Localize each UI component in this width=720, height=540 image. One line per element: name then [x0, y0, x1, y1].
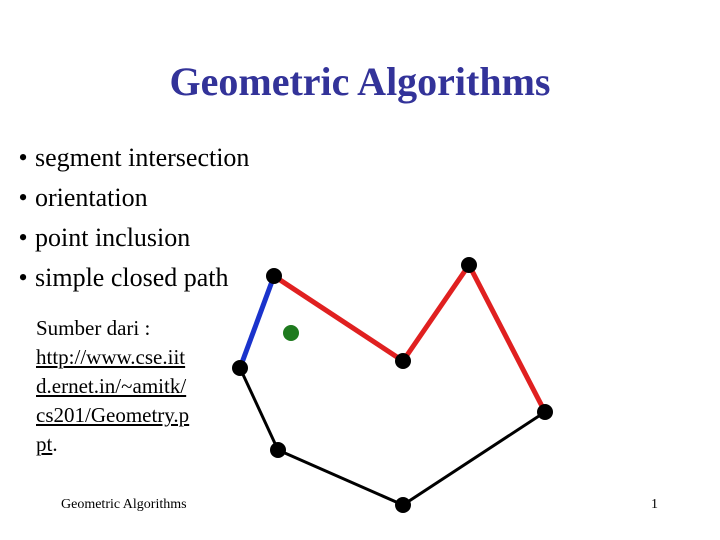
source-link-line: d.ernet.in/~amitk/	[36, 374, 187, 398]
red-edge	[469, 265, 545, 412]
slide-title: Geometric Algorithms	[169, 59, 551, 104]
bullet-marker: •	[18, 223, 28, 252]
vertex-point	[461, 257, 477, 273]
black-edge	[403, 412, 545, 505]
blue-edge	[240, 276, 274, 368]
red-edge	[274, 276, 403, 361]
vertex-point	[270, 442, 286, 458]
source-prefix: Sumber dari :	[36, 316, 151, 340]
bullet-marker: •	[18, 263, 28, 292]
vertex-point	[395, 497, 411, 513]
black-edge	[240, 368, 278, 450]
bullet-text: point inclusion	[35, 223, 191, 252]
query-point	[283, 325, 299, 341]
vertex-point	[537, 404, 553, 420]
vertex-point	[395, 353, 411, 369]
bullet-text: orientation	[35, 183, 148, 212]
bullet-marker: •	[18, 143, 28, 172]
vertex-point	[266, 268, 282, 284]
bullet-marker: •	[18, 183, 28, 212]
red-edge	[403, 265, 469, 361]
bullet-text: simple closed path	[35, 263, 229, 292]
black-edge	[278, 450, 403, 505]
source-link-line: cs201/Geometry.p	[36, 403, 190, 427]
source-suffix: .	[52, 432, 58, 456]
footer-title: Geometric Algorithms	[61, 497, 187, 512]
source-link-line: pt	[36, 432, 53, 456]
vertex-point	[232, 360, 248, 376]
page-number: 1	[651, 497, 658, 512]
source-link-line: http://www.cse.iit	[36, 345, 186, 369]
bullet-text: segment intersection	[35, 143, 250, 172]
